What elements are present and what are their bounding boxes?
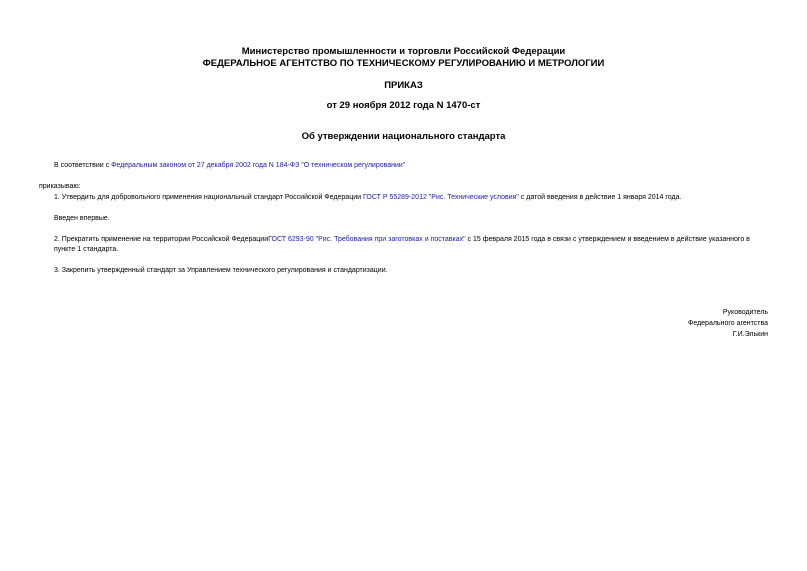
- signature-title-1: Руководитель: [722, 309, 768, 316]
- item2-prefix: 2. Прекратить применение на территории Российской Федерации: [54, 236, 269, 243]
- order-word: приказываю:: [39, 183, 81, 190]
- intro-prefix: В соответствии с: [54, 162, 112, 169]
- introduced-first: Введен впервые.: [54, 215, 110, 222]
- item1-prefix: 1. Утвердить для добровольного применения национальный стандарт Российской Федерации: [54, 194, 363, 201]
- intro-paragraph: [54, 161, 405, 171]
- item2-paragraph: [54, 235, 769, 255]
- signature-title-2: Федерального агентства: [688, 320, 768, 327]
- subject-heading: Об утверждении национального стандарта: [301, 131, 506, 142]
- gost-6293-link[interactable]: ГОСТ 6293-90 "Рис. Требования при заготовках и поставках": [268, 236, 466, 243]
- federal-law-link[interactable]: Федеральным законом от 27 декабря 2002 года N 184-ФЗ "О техническом регулировании": [111, 162, 406, 169]
- doc-type-heading: ПРИКАЗ: [384, 80, 423, 91]
- item1-suffix: с датой введения в действие 1 января 2014 года.: [518, 194, 682, 201]
- item1-paragraph: [54, 193, 681, 203]
- signature-name: Г.И.Элькин: [732, 331, 768, 338]
- ministry-heading: Министерство промышленности и торговли Российской Федерации: [241, 46, 566, 57]
- signature-block: [688, 307, 768, 340]
- item3-paragraph: 3. Закрепить утвержденный стандарт за Управлением технического регулирования и стандартизации.: [54, 267, 388, 274]
- item2-suffix: с 15 февраля 2015 года в связи с утверждением и введением в действие указанного в пункте 1 стандарта.: [54, 236, 750, 253]
- agency-heading: ФЕДЕРАЛЬНОЕ АГЕНТСТВО ПО ТЕХНИЧЕСКОМУ РЕГУЛИРОВАНИЮ И МЕТРОЛОГИИ: [202, 58, 605, 69]
- gost-55289-link[interactable]: ГОСТ Р 55289-2012 "Рис. Технические условия": [362, 194, 519, 201]
- date-number-heading: от 29 ноября 2012 года N 1470-ст: [326, 100, 481, 111]
